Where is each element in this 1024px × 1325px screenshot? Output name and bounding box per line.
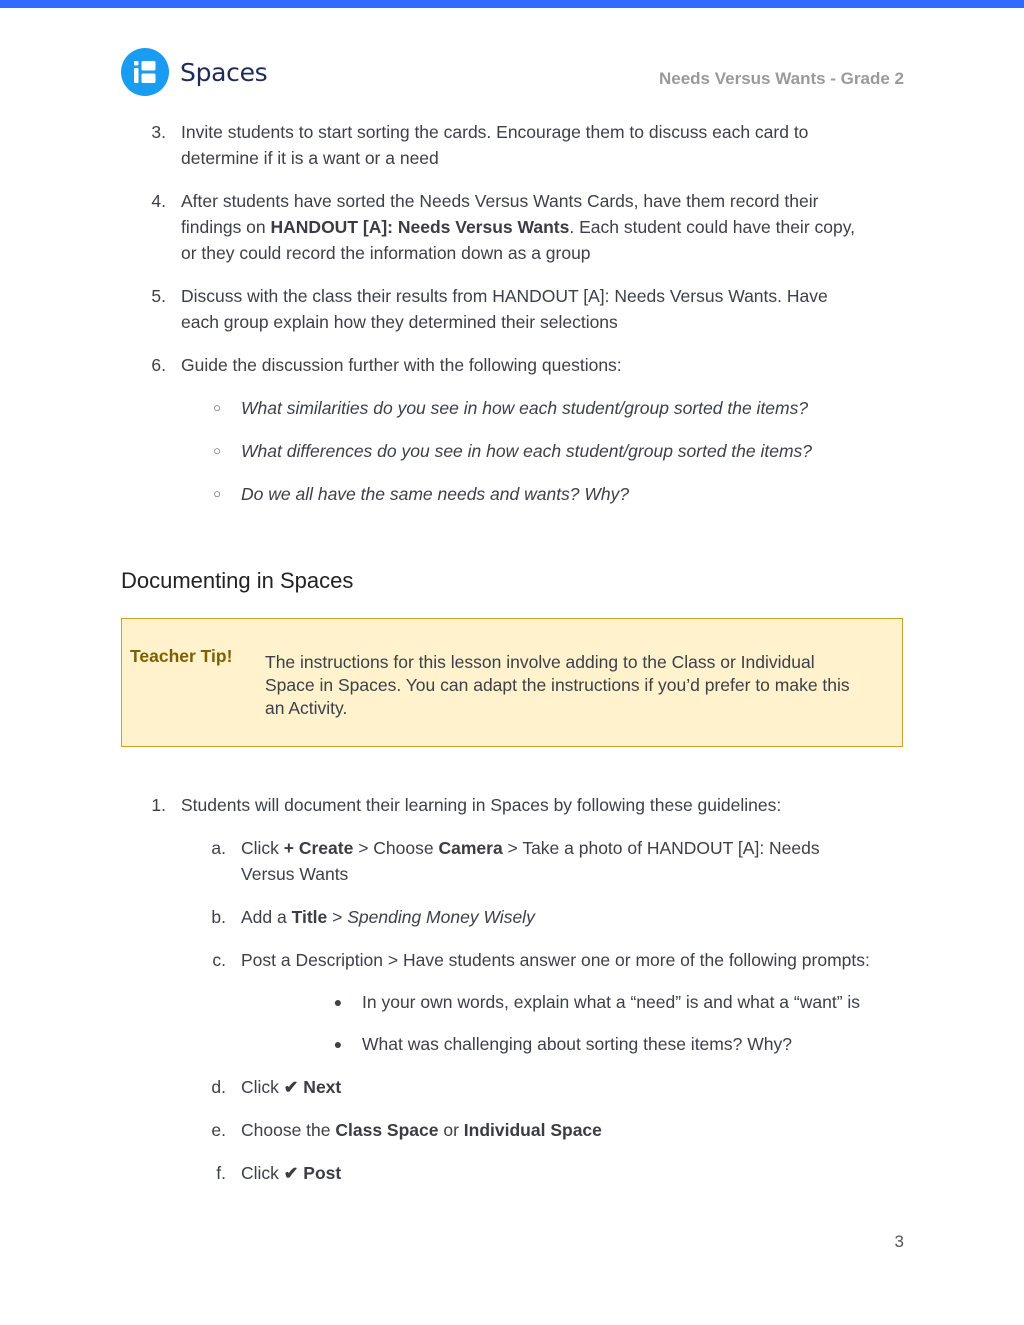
sub-step-letter: e. [211, 1120, 226, 1140]
prompt-text: What was challenging about sorting these items? Why? [362, 1034, 792, 1054]
spaces-logo [121, 48, 267, 96]
post-action: ✔ Post [283, 1163, 342, 1183]
teacher-tip-label: Teacher Tip! [130, 646, 233, 666]
step-text [181, 214, 855, 241]
page-number: 3 [894, 1232, 904, 1251]
sub-step-text: Post a Description > Have students answer one or more of the following prompts: [241, 950, 870, 970]
teacher-tip-text [265, 651, 895, 720]
spaces-logo-icon [121, 48, 169, 96]
text-part: or [438, 1120, 464, 1140]
step-text: Discuss with the class their results from HANDOUT [A]: Needs Versus Wants. Have [181, 286, 828, 306]
tip-line: an Activity. [265, 698, 348, 718]
text-part: Click [241, 1163, 284, 1183]
discussion-question: What similarities do you see in how each student/group sorted the items? [241, 398, 809, 418]
step-text-part: . Each student could have their copy, [569, 217, 856, 237]
logo-text: Spaces [180, 57, 268, 87]
sub-step-letter: d. [211, 1077, 226, 1097]
text-part: > Choose [353, 838, 439, 858]
create-action: + Create [283, 838, 354, 858]
filled-circle-bullet-icon: ● [333, 1036, 343, 1052]
discussion-question: Do we all have the same needs and wants? Why? [241, 484, 630, 504]
discussion-question: What differences do you see in how each student/group sorted the items? [241, 441, 813, 461]
tip-line: The instructions for this lesson involve adding to the Class or Individual [265, 652, 815, 672]
top-accent-bar [0, 0, 1024, 8]
tip-line: Space in Spaces. You can adapt the instructions if you’d prefer to make this [265, 675, 850, 695]
step-text: Guide the discussion further with the following questions: [181, 355, 622, 375]
step-text: each group explain how they determined their selections [181, 312, 618, 332]
document-title: Needs Versus Wants - Grade 2 [658, 69, 904, 88]
step-number: 6. [151, 355, 166, 375]
step-text: Students will document their learning in Spaces by following these guidelines: [181, 795, 782, 815]
step-number: 3. [151, 122, 166, 142]
example-title: Spending Money Wisely [347, 907, 535, 927]
sub-step-text [241, 835, 820, 862]
text-part: > Take a photo of HANDOUT [A]: Needs [502, 838, 820, 858]
step-text: or they could record the information down as a group [181, 243, 591, 263]
text-part: Click [241, 1077, 284, 1097]
text-part: > [327, 907, 348, 927]
individual-space-option: Individual Space [463, 1120, 602, 1140]
teacher-tip-box [121, 618, 903, 747]
text-part: Click [241, 838, 284, 858]
prompt-text: In your own words, explain what a “need” is and what a “want” is [362, 992, 861, 1012]
class-space-option: Class Space [335, 1120, 439, 1140]
step-number: 1. [151, 795, 166, 815]
step-text: determine if it is a want or a need [181, 148, 439, 168]
sub-step-text [241, 904, 535, 931]
step-number: 5. [151, 286, 166, 306]
section-heading: Documenting in Spaces [121, 568, 354, 593]
hollow-circle-bullet-icon: ○ [213, 486, 221, 501]
step-text-part: findings on [181, 217, 271, 237]
sub-step-text [241, 1074, 341, 1101]
step-text: After students have sorted the Needs Versus Wants Cards, have them record their [181, 191, 819, 211]
sub-step-letter: c. [212, 950, 226, 970]
step-text: Invite students to start sorting the cards. Encourage them to discuss each card to [181, 122, 809, 142]
next-action: ✔ Next [283, 1077, 342, 1097]
title-action: Title [291, 907, 328, 927]
hollow-circle-bullet-icon: ○ [213, 443, 221, 458]
handout-reference: HANDOUT [A]: Needs Versus Wants [270, 217, 570, 237]
sub-step-letter: f. [216, 1163, 226, 1183]
camera-action: Camera [438, 838, 503, 858]
hollow-circle-bullet-icon: ○ [213, 400, 221, 415]
filled-circle-bullet-icon: ● [333, 994, 343, 1010]
text-part: Add a [241, 907, 292, 927]
text-part: Choose the [241, 1120, 336, 1140]
sub-step-text [241, 1160, 341, 1187]
sub-step-letter: b. [211, 907, 226, 927]
sub-step-text [241, 1117, 602, 1144]
sub-step-text: Versus Wants [241, 864, 349, 884]
sub-step-letter: a. [211, 838, 226, 858]
step-number: 4. [151, 191, 166, 211]
